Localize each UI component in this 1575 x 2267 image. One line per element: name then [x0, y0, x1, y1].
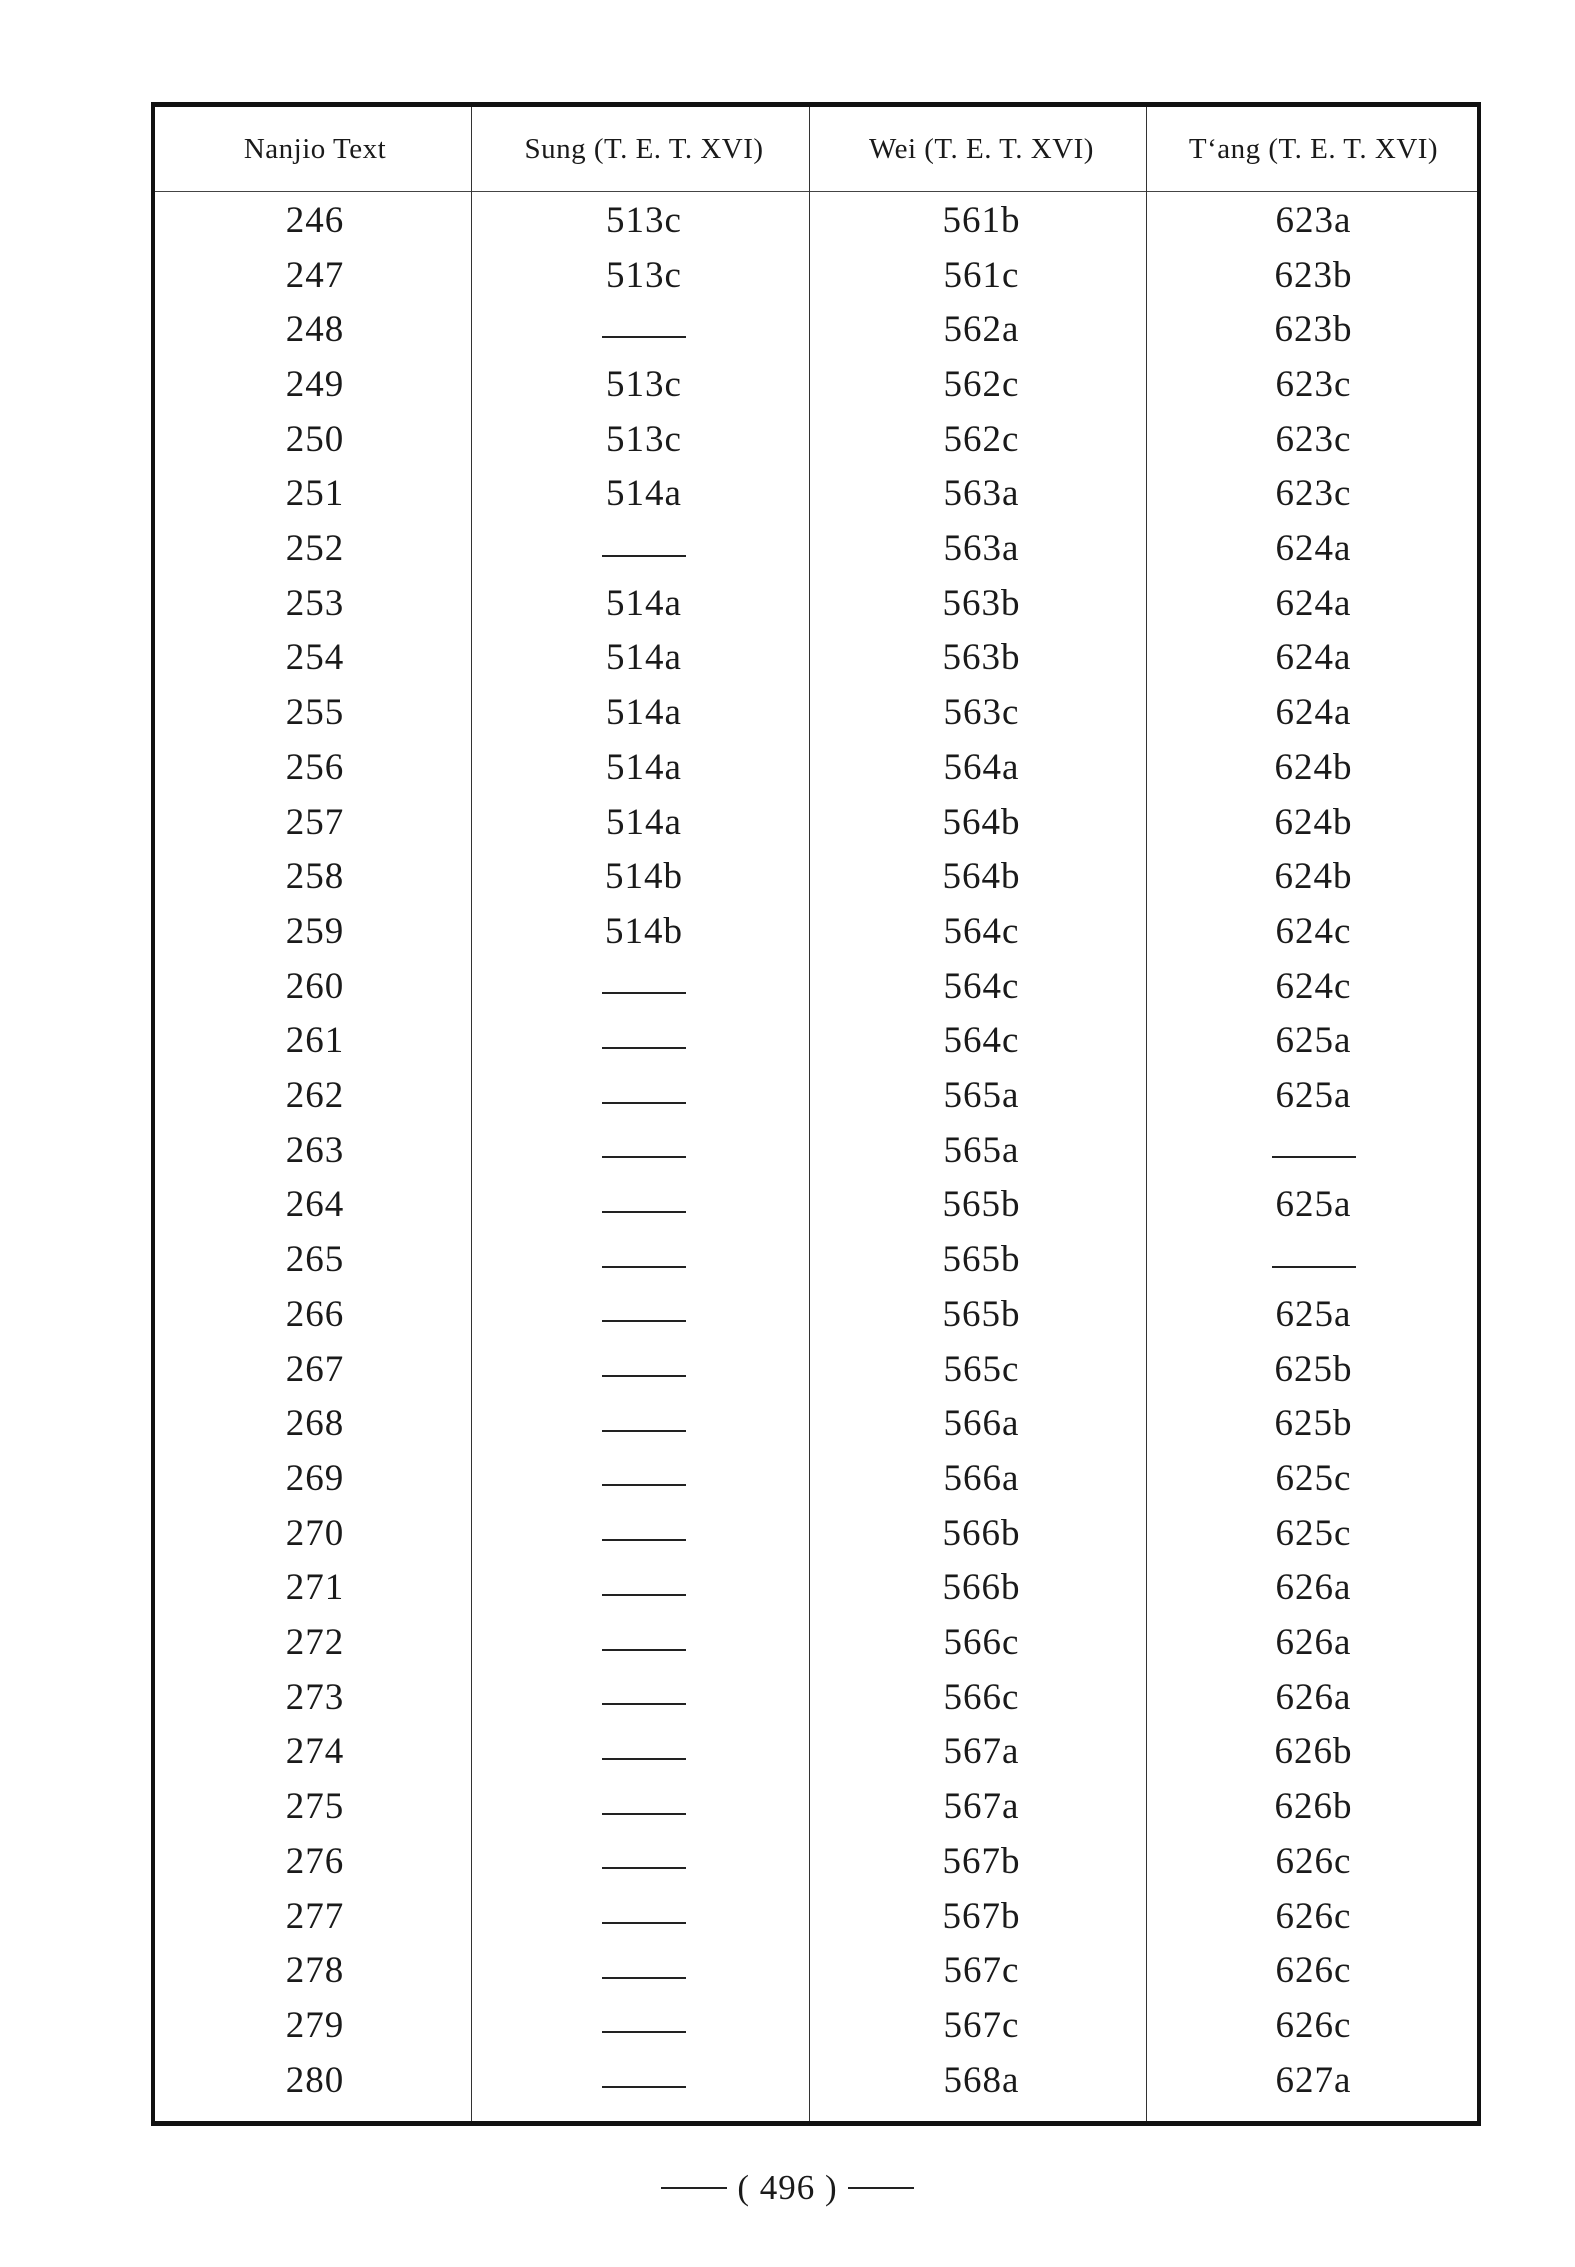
cell-nanjio: 277 — [285, 1895, 345, 1937]
cell-tang: 624a — [1275, 528, 1352, 570]
cell-tang: 624b — [1274, 856, 1353, 898]
cell-sung — [475, 1506, 813, 1561]
dash-mark — [602, 1977, 686, 1979]
cell-sung — [475, 1670, 813, 1725]
cell-sung: 513c — [606, 254, 682, 296]
cell-sung — [475, 1396, 813, 1451]
dash-mark — [602, 1594, 686, 1596]
dash-mark — [602, 1211, 686, 1213]
cell-wei: 567c — [943, 1950, 1020, 1992]
table-row — [155, 2053, 1477, 2108]
table-row — [155, 1834, 1477, 1889]
page-number: ( 496 ) — [737, 2168, 838, 2207]
cell-sung — [475, 521, 813, 576]
table-row — [155, 1506, 1477, 1561]
cell-wei: 566c — [943, 1622, 1020, 1664]
table-row — [155, 685, 1477, 740]
cell-sung — [475, 302, 813, 357]
dash-mark — [602, 1867, 686, 1869]
footer-rule-right — [848, 2187, 914, 2189]
cell-wei: 562a — [943, 309, 1020, 351]
cell-sung: 514a — [606, 692, 682, 734]
cell-wei: 564c — [943, 910, 1020, 952]
cell-nanjio: 254 — [285, 637, 345, 679]
cell-tang: 623c — [1275, 363, 1352, 405]
table-row — [155, 1670, 1477, 1725]
table-row — [155, 849, 1477, 904]
dash-mark — [602, 2086, 686, 2088]
cell-sung — [475, 1451, 813, 1506]
cell-sung — [475, 1178, 813, 1233]
cell-tang: 625b — [1274, 1348, 1353, 1390]
cell-nanjio: 273 — [285, 1676, 345, 1718]
cell-tang: 623c — [1275, 418, 1352, 460]
cell-wei: 566b — [942, 1512, 1021, 1554]
cell-nanjio: 271 — [285, 1567, 345, 1609]
table-row — [155, 959, 1477, 1014]
header-sung: Sung (T. E. T. XVI) — [524, 132, 764, 165]
cell-sung: 514a — [606, 582, 682, 624]
cell-sung — [475, 1779, 813, 1834]
dash-mark — [602, 336, 686, 338]
table-row — [155, 1451, 1477, 1506]
table-row — [155, 631, 1477, 686]
table-row — [155, 1889, 1477, 1944]
cell-wei: 565b — [942, 1184, 1021, 1226]
cell-wei: 565c — [943, 1348, 1020, 1390]
cell-nanjio: 276 — [285, 1840, 345, 1882]
cell-tang: 626c — [1275, 2004, 1352, 2046]
cell-nanjio: 268 — [285, 1403, 345, 1445]
cell-tang: 626b — [1274, 1731, 1353, 1773]
table-row — [155, 1615, 1477, 1670]
cell-nanjio: 259 — [285, 910, 345, 952]
cell-tang: 624a — [1275, 692, 1352, 734]
cell-nanjio: 253 — [285, 582, 345, 624]
cell-wei: 567b — [942, 1840, 1021, 1882]
cell-sung — [475, 1068, 813, 1123]
cell-wei: 564c — [943, 1020, 1020, 1062]
cell-wei: 561b — [942, 199, 1021, 241]
cell-tang: 623b — [1274, 254, 1353, 296]
table-row — [155, 1943, 1477, 1998]
cell-tang: 625a — [1275, 1184, 1352, 1226]
cell-nanjio: 248 — [285, 309, 345, 351]
cell-tang: 624c — [1275, 910, 1352, 952]
cell-sung: 513c — [606, 199, 682, 241]
dash-mark — [602, 1320, 686, 1322]
table-row — [155, 904, 1477, 959]
cell-nanjio: 255 — [285, 692, 345, 734]
cell-nanjio: 279 — [285, 2004, 345, 2046]
cell-sung: 513c — [606, 363, 682, 405]
cell-nanjio: 260 — [285, 965, 345, 1007]
cell-sung — [475, 1943, 813, 1998]
cell-nanjio: 262 — [285, 1075, 345, 1117]
cell-wei: 565a — [943, 1075, 1020, 1117]
cell-sung: 513c — [606, 418, 682, 460]
table-row — [155, 1178, 1477, 1233]
cell-sung: 514a — [606, 473, 682, 515]
cell-sung: 514a — [606, 801, 682, 843]
cell-wei: 567b — [942, 1895, 1021, 1937]
page-footer — [0, 2168, 1575, 2208]
cell-tang: 625a — [1275, 1293, 1352, 1335]
cell-nanjio: 252 — [285, 528, 345, 570]
cell-nanjio: 280 — [285, 2059, 345, 2101]
cell-nanjio: 263 — [285, 1129, 345, 1171]
cell-tang: 624b — [1274, 746, 1353, 788]
table-row — [155, 1779, 1477, 1834]
cell-wei: 563b — [942, 637, 1021, 679]
cell-nanjio: 269 — [285, 1457, 345, 1499]
table-body — [155, 193, 1477, 2121]
dash-mark — [602, 1813, 686, 1815]
header-nanjio-text: Nanjio Text — [243, 132, 387, 165]
cell-nanjio: 247 — [285, 254, 345, 296]
dash-mark — [602, 1703, 686, 1705]
dash-mark — [602, 1047, 686, 1049]
cell-wei: 566a — [943, 1457, 1020, 1499]
cell-wei: 566a — [943, 1403, 1020, 1445]
cell-nanjio: 261 — [285, 1020, 345, 1062]
table-row — [155, 412, 1477, 467]
table-row — [155, 1561, 1477, 1616]
cell-wei: 565b — [942, 1293, 1021, 1335]
cell-tang: 624a — [1275, 637, 1352, 679]
footer-rule-left — [661, 2187, 727, 2189]
dash-mark — [602, 992, 686, 994]
cell-nanjio: 267 — [285, 1348, 345, 1390]
cell-nanjio: 251 — [285, 473, 345, 515]
cell-wei: 561c — [943, 254, 1020, 296]
cell-tang: 623b — [1274, 309, 1353, 351]
table-row — [155, 576, 1477, 631]
cell-wei: 563a — [943, 528, 1020, 570]
table-row — [155, 1014, 1477, 1069]
cell-tang — [1150, 1232, 1477, 1287]
cell-tang: 626a — [1275, 1676, 1352, 1718]
cell-nanjio: 272 — [285, 1622, 345, 1664]
dash-mark — [1272, 1156, 1356, 1158]
cell-wei: 562c — [943, 363, 1020, 405]
cell-tang: 624a — [1275, 582, 1352, 624]
cell-nanjio: 256 — [285, 746, 345, 788]
cell-nanjio: 249 — [285, 363, 345, 405]
cell-wei: 568a — [943, 2059, 1020, 2101]
cell-wei: 563b — [942, 582, 1021, 624]
cell-sung: 514b — [605, 910, 683, 952]
cell-sung — [475, 1342, 813, 1397]
dash-mark — [602, 1102, 686, 1104]
cell-nanjio: 278 — [285, 1950, 345, 1992]
cell-tang: 626c — [1275, 1895, 1352, 1937]
table-row — [155, 1287, 1477, 1342]
cell-tang: 625a — [1275, 1075, 1352, 1117]
table-row — [155, 740, 1477, 795]
cell-tang: 625b — [1274, 1403, 1353, 1445]
cell-nanjio: 275 — [285, 1786, 345, 1828]
header-wei: Wei (T. E. T. XVI) — [869, 132, 1094, 165]
cell-tang: 625a — [1275, 1020, 1352, 1062]
table-row — [155, 795, 1477, 850]
table-row — [155, 302, 1477, 357]
table-header-row — [155, 107, 1477, 192]
cell-sung — [475, 2053, 813, 2108]
cell-wei: 565b — [942, 1239, 1021, 1281]
table-row — [155, 467, 1477, 522]
table-row — [155, 521, 1477, 576]
table-row — [155, 248, 1477, 303]
cell-sung — [475, 1287, 813, 1342]
table-row — [155, 1998, 1477, 2053]
cell-wei: 565a — [943, 1129, 1020, 1171]
cell-wei: 563a — [943, 473, 1020, 515]
header-tang: T‘ang (T. E. T. XVI) — [1188, 132, 1439, 165]
dash-mark — [602, 1484, 686, 1486]
cell-sung — [475, 1561, 813, 1616]
dash-mark — [602, 1430, 686, 1432]
dash-mark — [602, 1375, 686, 1377]
cell-sung — [475, 1998, 813, 2053]
concordance-table — [151, 102, 1481, 2126]
dash-mark — [602, 1539, 686, 1541]
dash-mark — [602, 2031, 686, 2033]
cell-nanjio: 265 — [285, 1239, 345, 1281]
cell-nanjio: 257 — [285, 801, 345, 843]
cell-wei: 564b — [942, 801, 1021, 843]
cell-nanjio: 270 — [285, 1512, 345, 1554]
table-row — [155, 1396, 1477, 1451]
cell-sung — [475, 1725, 813, 1780]
dash-mark — [602, 1156, 686, 1158]
cell-tang — [1150, 1123, 1477, 1178]
cell-wei: 564b — [942, 856, 1021, 898]
cell-wei: 562c — [943, 418, 1020, 460]
cell-wei: 566b — [942, 1567, 1021, 1609]
cell-sung: 514a — [606, 637, 682, 679]
cell-tang: 625c — [1275, 1457, 1352, 1499]
cell-tang: 626b — [1274, 1786, 1353, 1828]
cell-sung — [475, 959, 813, 1014]
table-row — [155, 193, 1477, 248]
table-row — [155, 1725, 1477, 1780]
cell-tang: 623a — [1275, 199, 1352, 241]
cell-nanjio: 266 — [285, 1293, 345, 1335]
cell-tang: 623c — [1275, 473, 1352, 515]
cell-nanjio: 246 — [285, 199, 345, 241]
cell-sung: 514a — [606, 746, 682, 788]
cell-tang: 626a — [1275, 1567, 1352, 1609]
cell-wei: 564c — [943, 965, 1020, 1007]
cell-wei: 567c — [943, 2004, 1020, 2046]
cell-sung — [475, 1014, 813, 1069]
cell-wei: 567a — [943, 1786, 1020, 1828]
cell-sung — [475, 1232, 813, 1287]
cell-tang: 625c — [1275, 1512, 1352, 1554]
cell-wei: 564a — [943, 746, 1020, 788]
cell-tang: 626a — [1275, 1622, 1352, 1664]
cell-tang: 624c — [1275, 965, 1352, 1007]
cell-sung — [475, 1889, 813, 1944]
cell-sung — [475, 1834, 813, 1889]
dash-mark — [602, 1649, 686, 1651]
table-row — [155, 1068, 1477, 1123]
cell-sung — [475, 1123, 813, 1178]
cell-wei: 567a — [943, 1731, 1020, 1773]
cell-wei: 563c — [943, 692, 1020, 734]
cell-sung: 514b — [605, 856, 683, 898]
table-row — [155, 357, 1477, 412]
dash-mark — [1272, 1266, 1356, 1268]
cell-nanjio: 250 — [285, 418, 345, 460]
dash-mark — [602, 1922, 686, 1924]
dash-mark — [602, 1266, 686, 1268]
cell-nanjio: 274 — [285, 1731, 345, 1773]
cell-tang: 626c — [1275, 1950, 1352, 1992]
dash-mark — [602, 555, 686, 557]
table-row — [155, 1342, 1477, 1397]
cell-tang: 626c — [1275, 1840, 1352, 1882]
cell-tang: 627a — [1275, 2059, 1352, 2101]
cell-nanjio: 264 — [285, 1184, 345, 1226]
table-row — [155, 1232, 1477, 1287]
table-row — [155, 1123, 1477, 1178]
cell-sung — [475, 1615, 813, 1670]
dash-mark — [602, 1758, 686, 1760]
cell-tang: 624b — [1274, 801, 1353, 843]
cell-wei: 566c — [943, 1676, 1020, 1718]
cell-nanjio: 258 — [285, 856, 345, 898]
